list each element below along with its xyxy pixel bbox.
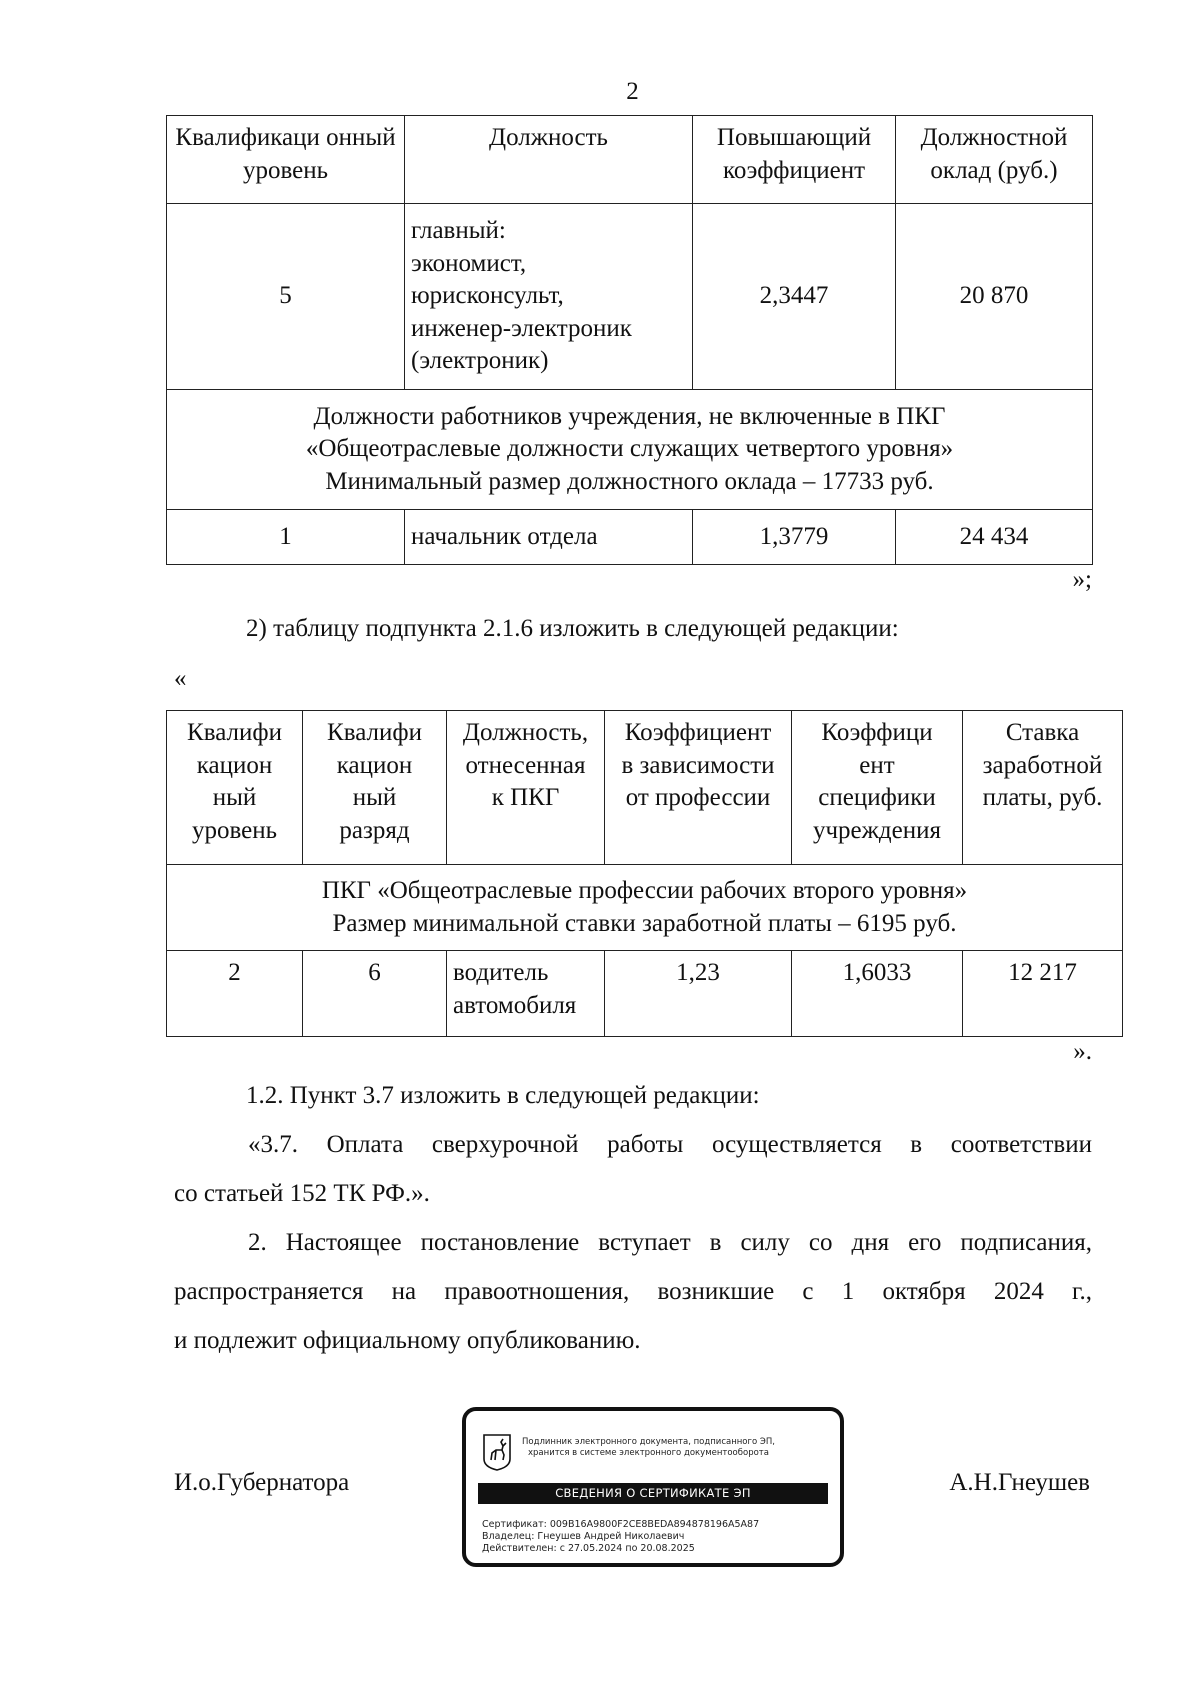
- header-line: от профессии: [625, 784, 771, 811]
- signatory-name: А.Н.Гнеушев: [949, 1469, 1090, 1496]
- section-row: [167, 390, 1093, 510]
- header-cell: [447, 711, 605, 865]
- section-line: «Общеотраслевые должности служащих четвертого уровня»: [305, 435, 954, 463]
- level-cell: 2: [167, 951, 303, 1037]
- section-line: Размер минимальной ставки заработной платы – 6195 руб.: [332, 909, 957, 937]
- paragraph-2: 2) таблицу подпункта 2.1.6 изложить в следующей редакции:: [246, 615, 899, 642]
- stamp-line: Подлинник электронного документа, подписанного ЭП,: [522, 1437, 775, 1447]
- table-header-row: [167, 116, 1093, 204]
- stamp-line: хранится в системе электронного документооборота: [528, 1448, 769, 1458]
- paragraph-1-2: 1.2. Пункт 3.7 изложить в следующей редакции:: [246, 1082, 760, 1109]
- header-line: Ставка: [1005, 719, 1080, 746]
- position-cell: начальник отдела: [405, 510, 693, 565]
- header-cell: [605, 711, 792, 865]
- paragraph-line: распространяется на правоотношения, возникшие с 1 октября 2024 г.,: [174, 1278, 1092, 1305]
- position-line: автомобиля: [453, 991, 577, 1019]
- header-line: ный: [212, 784, 257, 811]
- salary-cell: 24 434: [896, 510, 1093, 565]
- certificate-number: Сертификат: 009B16A9800F2CE8BEDA894878196A5A87: [482, 1519, 760, 1530]
- paragraph-line: «3.7. Оплата сверхурочной работы осуществляется в соответствии: [248, 1131, 1092, 1158]
- signatory-title: И.о.Губернатора: [174, 1469, 350, 1496]
- paragraph-3-7: [174, 1120, 1092, 1218]
- header-line: заработной: [982, 751, 1103, 779]
- position-line: главный:: [411, 217, 506, 245]
- header-line: Коэффици: [821, 719, 933, 746]
- section-line: ПКГ «Общеотраслевые профессии рабочих второго уровня»: [321, 877, 968, 904]
- position-line: водитель: [453, 959, 549, 986]
- stamp-banner: СВЕДЕНИЯ О СЕРТИФИКАТЕ ЭП: [478, 1483, 828, 1504]
- header-line: Квалифи: [327, 719, 422, 746]
- position-line: экономист,: [411, 249, 527, 277]
- paragraph-line: со статьей 152 ТК РФ.».: [174, 1180, 430, 1207]
- certificate-owner: Владелец: Гнеушев Андрей Николаевич: [482, 1531, 685, 1542]
- section-cell: [167, 390, 1093, 510]
- header-line: учреждения: [812, 816, 941, 844]
- prof-coef-cell: 1,23: [605, 951, 792, 1037]
- section-line: Должности работников учреждения, не включенные в ПКГ: [313, 402, 946, 430]
- deer-emblem-icon: [482, 1433, 512, 1471]
- quote-open: «: [174, 665, 187, 692]
- table-row: [167, 204, 1093, 390]
- quote-close: »;: [1072, 566, 1092, 593]
- coefficient-cell: 1,3779: [693, 510, 896, 565]
- section-row: [167, 865, 1123, 951]
- header-line: ный: [352, 784, 397, 811]
- header-line: специфики: [818, 784, 936, 811]
- header-line: Коэффициент: [624, 719, 772, 746]
- salary-table-1: [166, 115, 1093, 565]
- e-signature-stamp: [462, 1407, 844, 1567]
- header-cell: [792, 711, 963, 865]
- salary-table-2: [166, 710, 1123, 1037]
- position-line: инженер-электроник: [411, 314, 632, 342]
- position-cell: [447, 951, 605, 1037]
- table-row: [167, 510, 1093, 565]
- table-row: [167, 951, 1123, 1037]
- header-line: уровень: [191, 816, 278, 844]
- header-line: кацион: [196, 751, 273, 779]
- header-cell: Квалификаци онный уровень: [167, 116, 405, 204]
- quote-close: ».: [1073, 1038, 1092, 1065]
- level-cell: 5: [167, 204, 405, 390]
- section-line: Минимальный размер должностного оклада – 17733 руб.: [325, 467, 934, 495]
- rate-cell: 12 217: [963, 951, 1123, 1037]
- paragraph-line: и подлежит официальному опубликованию.: [174, 1327, 641, 1354]
- certificate-validity: Действителен: с 27.05.2024 по 20.08.2025: [482, 1543, 695, 1554]
- header-cell: Должность: [405, 116, 693, 204]
- header-cell: [303, 711, 447, 865]
- header-line: платы, руб.: [982, 784, 1103, 811]
- header-cell: [963, 711, 1123, 865]
- header-cell: [167, 711, 303, 865]
- header-line: ент: [859, 751, 895, 779]
- header-line: кацион: [336, 751, 413, 779]
- spec-coef-cell: 1,6033: [792, 951, 963, 1037]
- paragraph-line: 2. Настоящее постановление вступает в силу со дня его подписания,: [248, 1229, 1092, 1256]
- paragraph-final: [174, 1218, 1092, 1365]
- table-header-row: [167, 711, 1123, 865]
- header-line: в зависимости: [621, 751, 775, 779]
- page-number: 2: [626, 78, 639, 105]
- header-line: разряд: [339, 816, 410, 844]
- header-cell: Повышающий коэффициент: [693, 116, 896, 204]
- position-line: (электроник): [411, 347, 549, 375]
- coefficient-cell: 2,3447: [693, 204, 896, 390]
- header-line: к ПКГ: [491, 784, 560, 811]
- header-cell: Должностной оклад (руб.): [896, 116, 1093, 204]
- section-cell: [167, 865, 1123, 951]
- position-line: юрисконсульт,: [411, 282, 564, 310]
- grade-cell: 6: [303, 951, 447, 1037]
- header-line: Квалифи: [187, 719, 282, 746]
- level-cell: 1: [167, 510, 405, 565]
- header-line: Должность,: [462, 719, 589, 746]
- position-cell: [405, 204, 693, 390]
- header-line: отнесенная: [465, 751, 586, 779]
- salary-cell: 20 870: [896, 204, 1093, 390]
